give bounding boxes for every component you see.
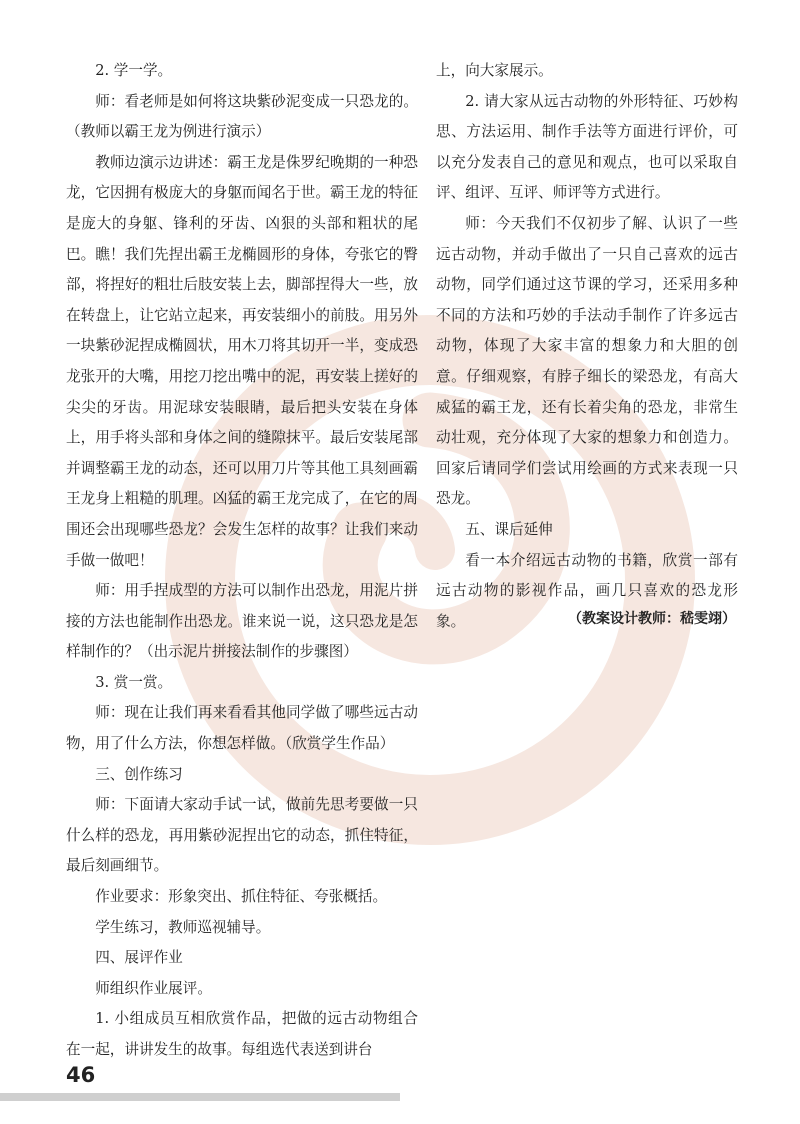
paragraph: 2. 请大家从远古动物的外形特征、巧妙构思、方法运用、制作手法等方面进行评价，可以充分发表自己的意见和观点，也可以采取自评、组评、互评、师评等方式进行。 [436, 92, 738, 202]
paragraph: 上，向大家展示。 [436, 62, 553, 79]
paragraph: 1. 小组成员互相欣赏作品，把做的远古动物组合在一起，讲讲发生的故事。每组选代表送到讲台 [66, 1010, 418, 1058]
paragraph: 师：看老师是如何将这块紫砂泥变成一只恐龙的。（教师以霸王龙为例进行演示） [66, 92, 418, 141]
right-text-column [436, 56, 738, 637]
paragraph: 师：下面请大家动手试一试，做前先思考要做一只什么样的恐龙，再用紫砂泥捏出它的动态，抓住特征，最后刻画细节。 [66, 796, 418, 875]
paragraph: 三、创作练习 [95, 765, 183, 783]
paragraph: 师组织作业展评。 [95, 979, 212, 997]
page-number: 46 [66, 1063, 96, 1087]
paragraph: 2. 学一学。 [95, 62, 173, 79]
paragraph: 看一本介绍远古动物的书籍，欣赏一部有远古动物的影视作品，画几只喜欢的恐龙形象。 [436, 551, 738, 630]
footer-bar [0, 1093, 400, 1101]
paragraph: 四、展评作业 [95, 949, 183, 967]
lesson-designer-credit: （教案设计教师：嵇雯翊） [568, 611, 736, 627]
paragraph: 师：今天我们不仅初步了解、认识了一些远古动物，并动手做出了一只自己喜欢的远古动物，同学们通过这节课的学习，还采用多种不同的方法和巧妙的手法动手制作了许多远古动物，体现了大家丰富的想象力和大胆的创意。仔细观察，有脖子细长的梁恐龙，有高大威猛的霸王龙，还有长着尖角的恐龙，非常生动壮观，充分体现了大家的想象力和创造力。回家后请同学们尝试用绘画的方式来表现一只恐龙。 [436, 214, 738, 508]
left-text-column [66, 56, 418, 1066]
paragraph: 师：现在让我们再来看看其他同学做了哪些远古动物，用了什么方法，你想怎样做。（欣赏学生作品） [66, 704, 418, 753]
paragraph: 五、课后延伸 [465, 520, 553, 538]
paragraph: 学生练习，教师巡视辅导。 [95, 918, 271, 936]
paragraph: 师：用手捏成型的方法可以制作出恐龙，用泥片拼接的方法也能制作出恐龙。谁来说一说，这只恐龙是怎样制作的？（出示泥片拼接法制作的步骤图） [66, 582, 418, 661]
paragraph: 作业要求：形象突出、抓住特征、夸张概括。 [95, 888, 388, 906]
paragraph: 教师边演示边讲述：霸王龙是侏罗纪晚期的一种恐龙，它因拥有极庞大的身躯而闻名于世。霸王龙的特征是庞大的身躯、锋利的牙齿、凶狠的头部和粗状的尾巴。瞧！我们先捏出霸王龙椭圆形的身体，夸张它的臀部，将捏好的粗壮后肢安装上去，脚部捏得大一些，放在转盘上，让它站立起来，再安装细小的前肢。用另外一块紫砂泥捏成椭圆状，用木刀将其切开一半，变成恐龙张开的大嘴，用挖刀挖出嘴中的泥，再安装上搓好的尖尖的牙齿。用泥球安装眼睛，最后把头安装在身体上，用手将头部和身体之间的缝隙抹平。最后安装尾部并调整霸王龙的动态，还可以用刀片等其他工具刻画霸王龙身上粗糙的肌理。凶猛的霸王龙完成了，在它的周围还会出现哪些恐龙？会发生怎样的故事？让我们来动手做一做吧！ [66, 153, 418, 569]
paragraph: 3. 赏一赏。 [95, 673, 173, 691]
